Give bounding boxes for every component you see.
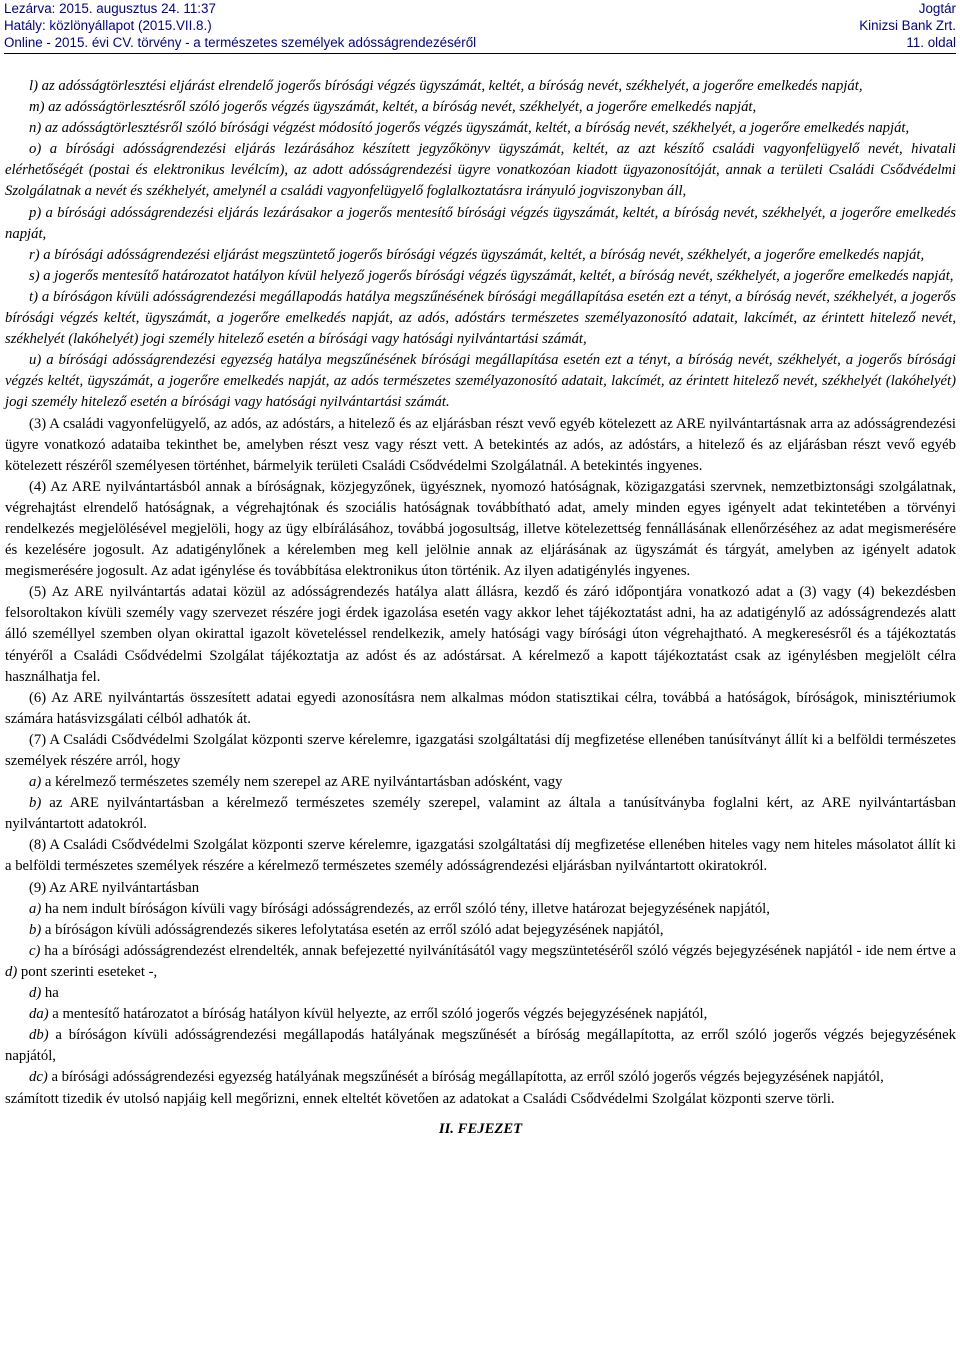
list-item-p bbox=[5, 203, 956, 245]
item-label: a) bbox=[29, 774, 42, 791]
item-text: a kérelmező természetes személy nem szerepel az ARE nyilvántartásban adósként, vagy bbox=[41, 774, 563, 791]
header-left bbox=[4, 0, 476, 51]
paragraph-9: (9) Az ARE nyilvántartásban bbox=[29, 879, 200, 896]
paragraph-3: (3) A családi vagyonfelügyelő, az adós, az adóstárs, a hitelező és az eljárásban részt vevő egyéb kötelezett az ARE nyilvántartásnak arra az adósságrendezési ügyre vonatkozó adataiba tekinthet be, amelyben részt vesz vagy részt vett. A betekintés az adós, az adóstárs, a hitelező és az eljárásban részt vevő egyéb kötelezett részéről személyesen történhet, bármelyik területi Családi Csődvédelmi Szolgálatnál. A betekintés ingyenes. bbox=[5, 415, 956, 474]
header-divider bbox=[4, 53, 956, 54]
header-right bbox=[859, 0, 956, 51]
item-text: az ARE nyilvántartásban a kérelmező természetes személy szerepel, valamint az általa a tanúsítványba foglalni kért, az ARE nyilvántartásban nyilvántartott adatokról. bbox=[5, 795, 956, 833]
list-item-r bbox=[5, 245, 956, 266]
list-item-s bbox=[5, 266, 956, 287]
header-closed-date: Lezárva: 2015. augusztus 24. 11:37 bbox=[4, 1, 216, 16]
list-item-l bbox=[5, 76, 956, 97]
list-item-n bbox=[5, 118, 956, 139]
item-ref-label: d) bbox=[5, 963, 18, 980]
paragraph-9-c bbox=[5, 941, 956, 983]
item-text: a bírósági adósságrendezési egyezség hatályának megszűnését a bíróság megállapította, az erről szóló jogerős végzés bejegyzésének napjától, bbox=[47, 1069, 884, 1086]
paragraph-8: (8) A Családi Csődvédelmi Szolgálat központi szerve kérelemre, igazgatási szolgáltatási díj megfizetése ellenében hiteles vagy nem hiteles másolatot állít ki a belföldi természetes személyek részére a kérelmező természetes személy adósságrendezési eljárásban nyilvántartott okiratokról. bbox=[5, 837, 956, 875]
item-text: ha nem indult bíróságon kívüli vagy bírósági adósságrendezés, az erről szóló tény, illetve határozat bejegyzésének napjától, bbox=[41, 900, 770, 917]
item-text: ha bbox=[41, 985, 59, 1002]
item-label: dc) bbox=[29, 1069, 48, 1086]
item-label: b) bbox=[29, 795, 42, 812]
law-text-body bbox=[5, 76, 956, 1140]
item-label: u) bbox=[29, 352, 42, 369]
item-label: b) bbox=[29, 921, 42, 938]
header-page-number: 11. oldal bbox=[906, 35, 956, 50]
paragraph-5: (5) Az ARE nyilvántartás adatai közül az adósságrendezés hatálya alatt állásra, kezdő és záró időpontjára vonatkozó adat a (3) vagy (4) bekezdésben felsoroltakon kívüli személy vagy szervezet részére jogi érdek igazolása esetén vagy akkor lehet tájékoztatást adni, ha az adatigénylő az adósságrendezés alatt álló személlyel szemben olyan okirattal igazolt követeléssel rendelkezik, amely hatósági vagy bírósági úton végrehajtható. A megkeresésről és a tájékoztatás tényéről a Családi Csődvédelmi Szolgálat tájékoztatja az adóst és az adóstársat. A kérelmező a kapott tájékoztatást csak az igénylésben megjelölt célra használhatja fel. bbox=[5, 584, 956, 685]
item-label: da) bbox=[29, 1006, 49, 1023]
item-label: s) bbox=[29, 267, 40, 284]
list-item-o bbox=[5, 139, 956, 202]
paragraph-9-b bbox=[5, 920, 956, 941]
item-text: az adósságtörlesztési eljárást elrendelő jogerős bírósági végzés ügyszámát, keltét, a bíróság nevét, székhelyét, a jogerőre emelkedés napját, bbox=[37, 78, 863, 94]
item-label: d) bbox=[29, 985, 42, 1002]
item-text: a bírósági adósságrendezési eljárás lezárásakor a jogerős mentesítő bírósági végzés ügyszámát, keltét, a bíróság nevét, székhelyét, a jogerőre emelkedés napját, bbox=[5, 204, 956, 242]
item-label: t) bbox=[29, 288, 38, 305]
paragraph-9-a bbox=[5, 899, 956, 920]
item-text: a jogerős mentesítő határozatot hatályon kívül helyező jogerős bírósági végzés ügyszámát, keltét, a bíróság nevét, székhelyét, a jogerőre emelkedés napját, bbox=[39, 267, 954, 284]
item-label: o) bbox=[29, 141, 42, 158]
item-text: a bíróságon kívüli adósságrendezési megállapodás hatályának megszűnését a bíróság megállapította, az erről szóló jogerős végzés bejegyzésének napjától, bbox=[5, 1027, 956, 1065]
item-text: az adósságtörlesztésről szóló jogerős végzés ügyszámát, keltét, a bíróság nevét, székhelyét, a jogerőre emelkedés napját, bbox=[44, 99, 757, 116]
chapter-title: II. FEJEZET bbox=[438, 1120, 523, 1137]
document-header bbox=[0, 0, 960, 50]
item-label: r) bbox=[29, 246, 40, 263]
item-text: ha a bírósági adósságrendezést elrendelték, annak befejezetté nyilvánításától vagy megszüntetéséről szóló végzés bejegyzésének napjától - ide nem értve a bbox=[40, 942, 956, 959]
header-online-title: Online - 2015. évi CV. törvény - a természetes személyek adósságrendezéséről bbox=[4, 35, 477, 50]
item-label: m) bbox=[29, 99, 45, 116]
header-brand: Jogtár bbox=[918, 1, 956, 16]
item-text: a bírósági adósságrendezési egyezség hatálya megszűnésének bírósági megállapítása esetén ezt a tényt, a bíróság nevét, székhelyét, a jogerős bírósági végzés keltét, ügyszámát, a jogerőre emelkedés napját, az adós természetes személyazonosító adatait, lakcímét, az érintett hitelező nevét, székhelyét (lakóhelyét) jogi személy hitelező esetén a bírósági vagy hatósági nyilvántartási számát. bbox=[5, 352, 956, 411]
paragraph-9-dc bbox=[5, 1067, 956, 1088]
list-item-u bbox=[5, 350, 956, 413]
item-text: a bíróságon kívüli adósságrendezés sikeres lefolytatása esetén az erről szóló adat bejegyzésének napjától, bbox=[41, 921, 664, 938]
item-label: a) bbox=[29, 900, 42, 917]
item-text: a bírósági adósságrendezési eljárás lezárásához készített jegyzőkönyv ügyszámát, keltét, az azt készítő családi vagyonfelügyelő nevét, hivatali elérhetőségét (postai és elektronikus levélcím), az adott adósságrendezési ügyre vonatkozóan kiadott ügyazonosítóját, annak a területi Családi Csődvédelmi Szolgálatnak a nevét és székhelyét, amelynél a családi vagyonfelügyelő foglalkoztatásra irányuló jogviszonyban áll, bbox=[5, 141, 956, 200]
item-label: l) bbox=[29, 78, 38, 94]
paragraph-9-closing: számított tizedik év utolsó napjáig kell megőrizni, ennek elteltét követően az adatokat a Családi Csődvédelmi Szolgálat központi szerve törli. bbox=[5, 1090, 835, 1107]
item-text: az adósságtörlesztésről szóló bírósági végzést módosító jogerős végzés ügyszámát, keltét, a bíróság nevét, székhelyét, a jogerőre emelkedés napját, bbox=[41, 120, 910, 137]
paragraph-9-da bbox=[5, 1004, 956, 1025]
paragraph-6: (6) Az ARE nyilvántartás összesített adatai egyedi azonosításra nem alkalmas módon statisztikai célra, továbbá a hatóságok, bíróságok, minisztériumok számára hatásvizsgálati célból adhatók át. bbox=[5, 689, 956, 727]
item-text: a bíróságon kívüli adósságrendezési megállapodás hatálya megszűnésének bírósági megállapítása esetén ezt a tényt, a bíróság nevét, székhelyét, a jogerős bírósági végzés keltét, ügyszámát, a jogerőre emelkedés napját, az adós, adóstárs természetes személyazonosító adatait, lakcímét, az érintett hitelező nevét, székhelyét (lakóhelyét) jogi személy hitelező esetén a bírósági vagy hatósági nyilvántartási számát, bbox=[5, 288, 956, 348]
paragraph-7-b bbox=[5, 793, 956, 835]
paragraph-7-a bbox=[5, 772, 956, 793]
item-label: n) bbox=[29, 120, 42, 137]
item-text: a bírósági adósságrendezési eljárást megszüntető jogerős bírósági végzés ügyszámát, keltét, a bíróság nevét, székhelyét, a jogerőre emelkedés napját, bbox=[39, 246, 925, 263]
item-label: p) bbox=[29, 204, 42, 221]
item-text: a mentesítő határozatot a bíróság hatályon kívül helyezte, az erről szóló jogerős végzés bejegyzésének napjától, bbox=[48, 1006, 708, 1023]
item-text-cont: pont szerinti eseteket -, bbox=[17, 963, 158, 980]
list-item-m bbox=[5, 97, 956, 118]
header-licensee: Kinizsi Bank Zrt. bbox=[859, 18, 956, 33]
header-effect-state: Hatály: közlönyállapot (2015.VII.8.) bbox=[4, 18, 212, 33]
paragraph-9-d bbox=[5, 983, 956, 1004]
paragraph-9-db bbox=[5, 1025, 956, 1067]
item-label: db) bbox=[29, 1027, 49, 1044]
paragraph-4: (4) Az ARE nyilvántartásból annak a bíróságnak, közjegyzőnek, ügyésznek, nyomozó hatóságnak, közigazgatási szervnek, nemzetbiztonsági szolgálatnak, végrehajtást elrendelő hatóságnak, a végrehajtónak és szociális hatóságnak továbbítható adat, amely minden egyes igényelt adat tekintetében a törvényi rendelkezés megjelölésével megjelöli, hogy az ügy elbírálásához, továbbá jogosultság, illetve kötelezettség fennállásának ellenőrzéséhez az adat megismerésére és kezelésére jogosult. Az adatigénylőnek a kérelemben meg kell jelölnie annak az eljárásának az ügyszámát és tárgyát, amelyben az igényelt adatok megismerésére jogosult. Az adat igénylése és továbbítása elektronikus úton történik. Az ilyen adatigénylés ingyenes. bbox=[5, 478, 956, 580]
item-label: c) bbox=[29, 942, 41, 959]
paragraph-7: (7) A Családi Csődvédelmi Szolgálat központi szerve kérelemre, igazgatási szolgáltatási díj megfizetése ellenében tanúsítványt állít ki a belföldi természetes személyek részére arról, hogy bbox=[5, 731, 956, 769]
list-item-t bbox=[5, 287, 956, 350]
